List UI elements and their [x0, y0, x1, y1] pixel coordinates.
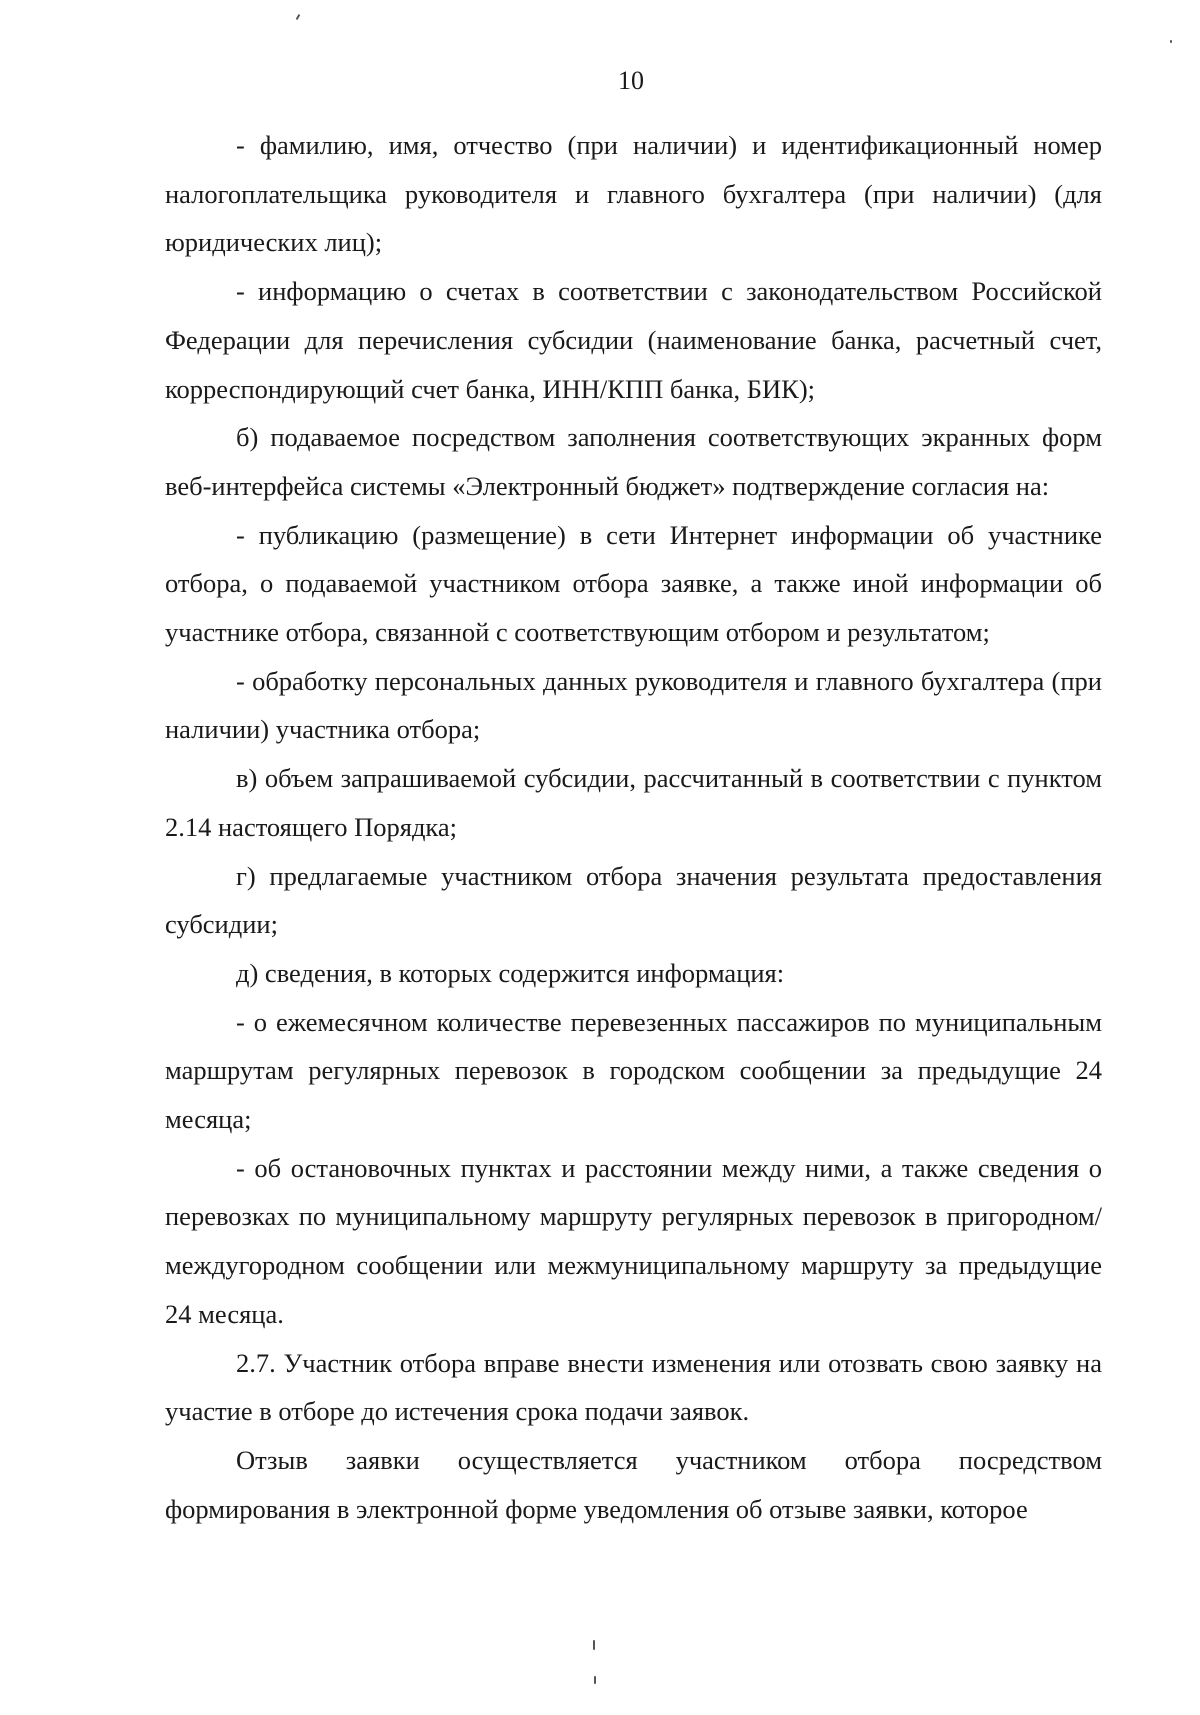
paragraph-bank-accounts: - информацию о счетах в соответствии с законодательством Российской Федерации для перечисления субсидии (наименование банка, расчетный счет, корреспондирующий счет банка, ИНН/КПП банка, БИК); — [165, 276, 1102, 404]
document-text — [165, 121, 1102, 1533]
scan-speck — [594, 1676, 596, 1684]
paragraph-personal-data: - обработку персональных данных руководителя и главного бухгалтера (при наличии) участника отбора; — [165, 665, 1102, 745]
paragraph-section-2-7: 2.7. Участник отбора вправе внести изменения или отозвать свою заявку на участие в отборе до истечения срока подачи заявок. — [165, 1347, 1102, 1427]
paragraph-information: д) сведения, в которых содержится информация: — [236, 957, 785, 988]
paragraph-passengers: - о ежемесячном количестве перевезенных пассажиров по муниципальным маршрутам регулярных перевозок в городском сообщении за предыдущие 24 месяца; — [165, 1006, 1102, 1135]
scan-speck — [1170, 40, 1172, 43]
scan-speck — [593, 1640, 595, 1650]
page-number: 10 — [618, 66, 644, 95]
paragraph-name-inn: - фамилию, имя, отчество (при наличии) и идентификационный номер налогоплательщика руководителя и главного бухгалтера (при наличии) (для юридических лиц); — [165, 130, 1102, 258]
scan-speck — [296, 14, 301, 20]
paragraph-result-values: г) предлагаемые участником отбора значения результата предоставления субсидии; — [165, 860, 1102, 940]
paragraph-stops: - об остановочных пунктах и расстоянии между ними, а также сведения о перевозках по муниципальному маршруту регулярных перевозок в пригородном/междугородном сообщении или межмуниципальному маршруту за предыдущие 24 месяца. — [165, 1152, 1102, 1329]
paragraph-withdrawal: Отзыв заявки осуществляется участником отбора посредством формирования в электронной форме уведомления об отзыве заявки, которое — [165, 1444, 1102, 1524]
paragraph-publication: - публикацию (размещение) в сети Интернет информации об участнике отбора, о подаваемой участником отбора заявке, а также иной информации об участнике отбора, связанной с соответствующим отбором и результатом; — [165, 519, 1102, 648]
paragraph-consent: б) подаваемое посредством заполнения соответствующих экранных форм веб-интерфейса системы «Электронный бюджет» подтверждение согласия на: — [165, 422, 1102, 501]
paragraph-subsidy-volume: в) объем запрашиваемой субсидии, рассчитанный в соответствии с пунктом 2.14 настоящего Порядка; — [165, 763, 1102, 842]
